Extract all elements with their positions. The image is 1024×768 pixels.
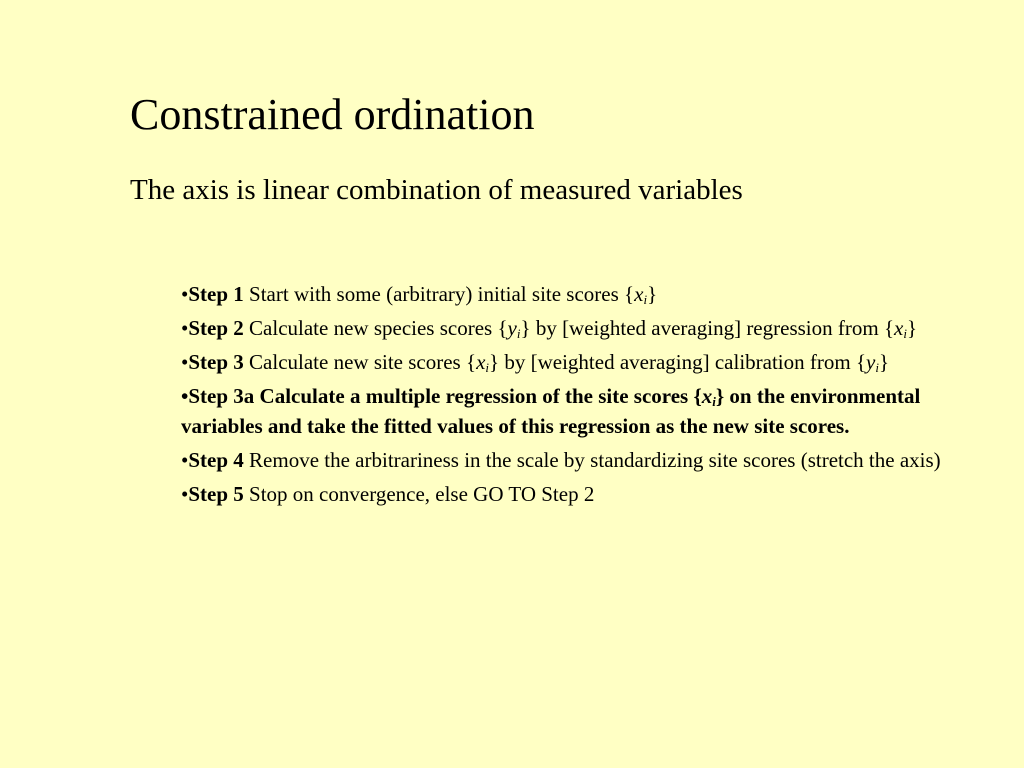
subscript: i [643,292,648,307]
step-2 [181,314,941,344]
subscript: i [516,326,521,341]
step-label: Step 1 [188,282,244,306]
variable: x [701,384,713,408]
step-label: Step 5 [188,481,244,506]
step-3 [181,348,941,378]
variable: x [894,316,904,340]
variable: x [476,350,486,374]
step-1 [181,280,941,310]
step-5 [181,480,941,510]
step-3a [181,382,941,441]
bullet: • [181,481,189,506]
step-text: Stop on convergence, else GO TO Step 2 [243,481,595,506]
bullet: • [181,282,189,306]
steps-list [181,280,941,514]
bullet: • [181,384,189,408]
step-label: Step 3a [188,384,255,408]
variable: y [507,316,517,340]
step-text: Calculate a multiple regression of the site scores { [254,384,702,408]
step-label: Step 4 [188,447,244,472]
step-text: } [879,350,890,374]
step-4 [181,446,941,476]
variable: y [866,350,876,374]
step-text: } [906,316,918,340]
bullet: • [181,447,189,472]
variable: x [634,282,644,306]
subscript: i [903,326,907,341]
subscript: i [485,360,490,375]
step-text: } on the environmental variables and take the fitted values of this regression as the new site scores. [181,384,921,438]
bullet: • [181,350,189,374]
step-text: } by [weighted averaging] calibration from { [489,350,867,374]
slide-subtitle: The axis is linear combination of measured variables [130,174,743,206]
bullet: • [181,316,189,340]
subscript: i [712,394,716,409]
step-text: } by [weighted averaging] regression from { [520,316,895,340]
step-text: Start with some (arbitrary) initial site scores { [243,282,635,306]
step-text: Remove the arbitrariness in the scale by standardizing site scores (stretch the axis) [243,447,941,472]
subscript: i [875,360,879,375]
step-text: Calculate new site scores { [243,350,477,374]
step-label: Step 2 [188,316,244,340]
step-text: } [647,282,658,306]
step-label: Step 3 [188,350,244,374]
slide-title: Constrained ordination [130,90,535,139]
step-text: Calculate new species scores { [243,316,508,340]
